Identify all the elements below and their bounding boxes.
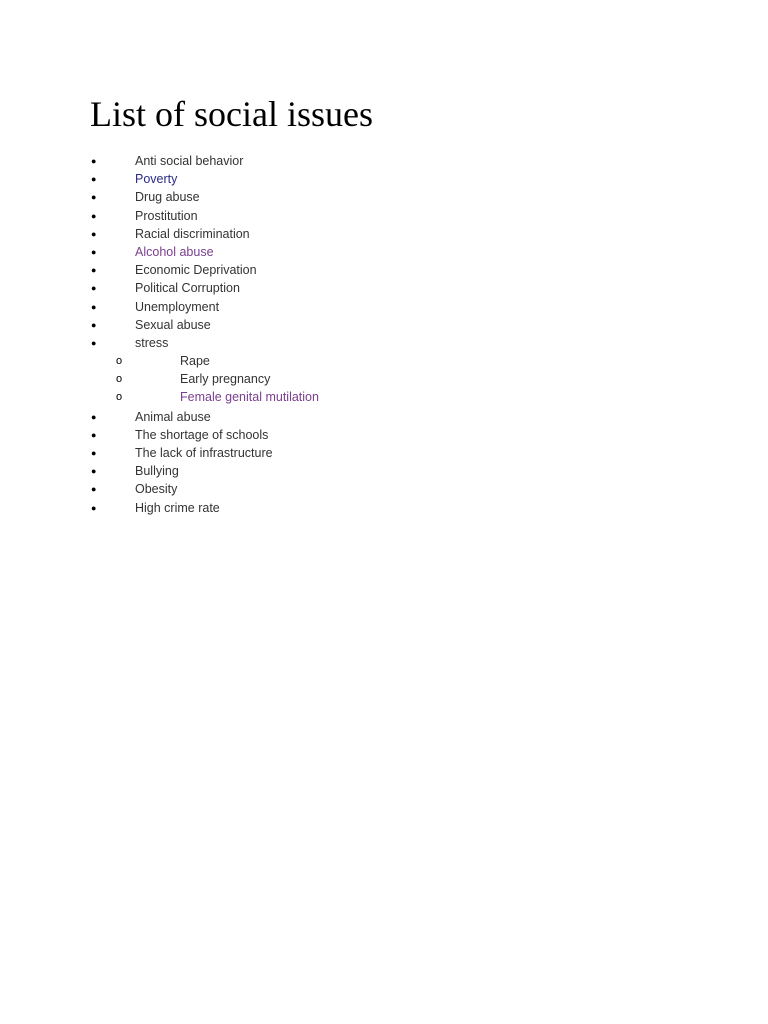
sub-list-item bbox=[0, 388, 768, 406]
bullet-icon: ● bbox=[91, 246, 97, 257]
sub-bullet-icon: o bbox=[116, 355, 123, 368]
sub-list-item bbox=[0, 370, 768, 388]
bullet-icon: ● bbox=[91, 429, 97, 440]
social-issues-list bbox=[0, 152, 768, 517]
list-item bbox=[0, 261, 768, 279]
bullet-icon: ● bbox=[91, 228, 97, 239]
list-item-label: Animal abuse bbox=[135, 409, 211, 424]
list-item-label: Prostitution bbox=[135, 208, 198, 223]
list-item bbox=[0, 225, 768, 243]
list-item bbox=[0, 462, 768, 480]
list-item bbox=[0, 243, 768, 261]
list-item-label: High crime rate bbox=[135, 500, 220, 515]
list-item-label: Obesity bbox=[135, 482, 178, 497]
list-item-label: The shortage of schools bbox=[135, 427, 269, 442]
list-item bbox=[0, 298, 768, 316]
bullet-icon: ● bbox=[91, 283, 97, 294]
sub-bullet-icon: o bbox=[116, 391, 123, 404]
bullet-icon: ● bbox=[91, 265, 97, 276]
page-title: List of social issues bbox=[90, 94, 373, 134]
bullet-icon: ● bbox=[91, 484, 97, 495]
list-item bbox=[0, 499, 768, 517]
bullet-icon: ● bbox=[91, 210, 97, 221]
bullet-icon: ● bbox=[91, 192, 97, 203]
list-item-label: Bullying bbox=[135, 464, 179, 479]
alcohol-abuse-link[interactable]: Alcohol abuse bbox=[135, 244, 214, 259]
list-item-label: The lack of infrastructure bbox=[135, 445, 273, 460]
bullet-icon: ● bbox=[91, 466, 97, 477]
sub-bullet-icon: o bbox=[116, 373, 123, 386]
list-item bbox=[0, 334, 768, 352]
list-item bbox=[0, 408, 768, 426]
list-item-label: Drug abuse bbox=[135, 190, 200, 205]
bullet-icon: ● bbox=[91, 447, 97, 458]
list-item-label: Political Corruption bbox=[135, 281, 240, 296]
female-genital-mutilation-link[interactable]: Female genital mutilation bbox=[180, 390, 319, 405]
list-item bbox=[0, 207, 768, 225]
list-item bbox=[0, 316, 768, 334]
list-item bbox=[0, 444, 768, 462]
list-item bbox=[0, 279, 768, 297]
list-item bbox=[0, 426, 768, 444]
sub-list-item-label: Rape bbox=[180, 354, 210, 369]
list-item-label: Racial discrimination bbox=[135, 226, 250, 241]
bullet-icon: ● bbox=[91, 319, 97, 330]
bullet-icon: ● bbox=[91, 337, 97, 348]
list-item bbox=[0, 152, 768, 170]
bullet-icon: ● bbox=[91, 301, 97, 312]
list-item bbox=[0, 480, 768, 498]
bullet-icon: ● bbox=[91, 174, 97, 185]
sub-list-item bbox=[0, 352, 768, 370]
list-item-label: Economic Deprivation bbox=[135, 263, 257, 278]
list-item bbox=[0, 188, 768, 206]
list-item-label: Sexual abuse bbox=[135, 317, 211, 332]
bullet-icon: ● bbox=[91, 156, 97, 166]
bullet-icon: ● bbox=[91, 411, 97, 422]
poverty-link[interactable]: Poverty bbox=[135, 172, 178, 187]
sub-list-item-label: Early pregnancy bbox=[180, 372, 271, 387]
list-item bbox=[0, 170, 768, 188]
list-item-label: stress bbox=[135, 335, 169, 350]
bullet-icon: ● bbox=[91, 502, 97, 513]
list-item-label: Unemployment bbox=[135, 299, 220, 314]
list-item-label: Anti social behavior bbox=[135, 154, 244, 168]
